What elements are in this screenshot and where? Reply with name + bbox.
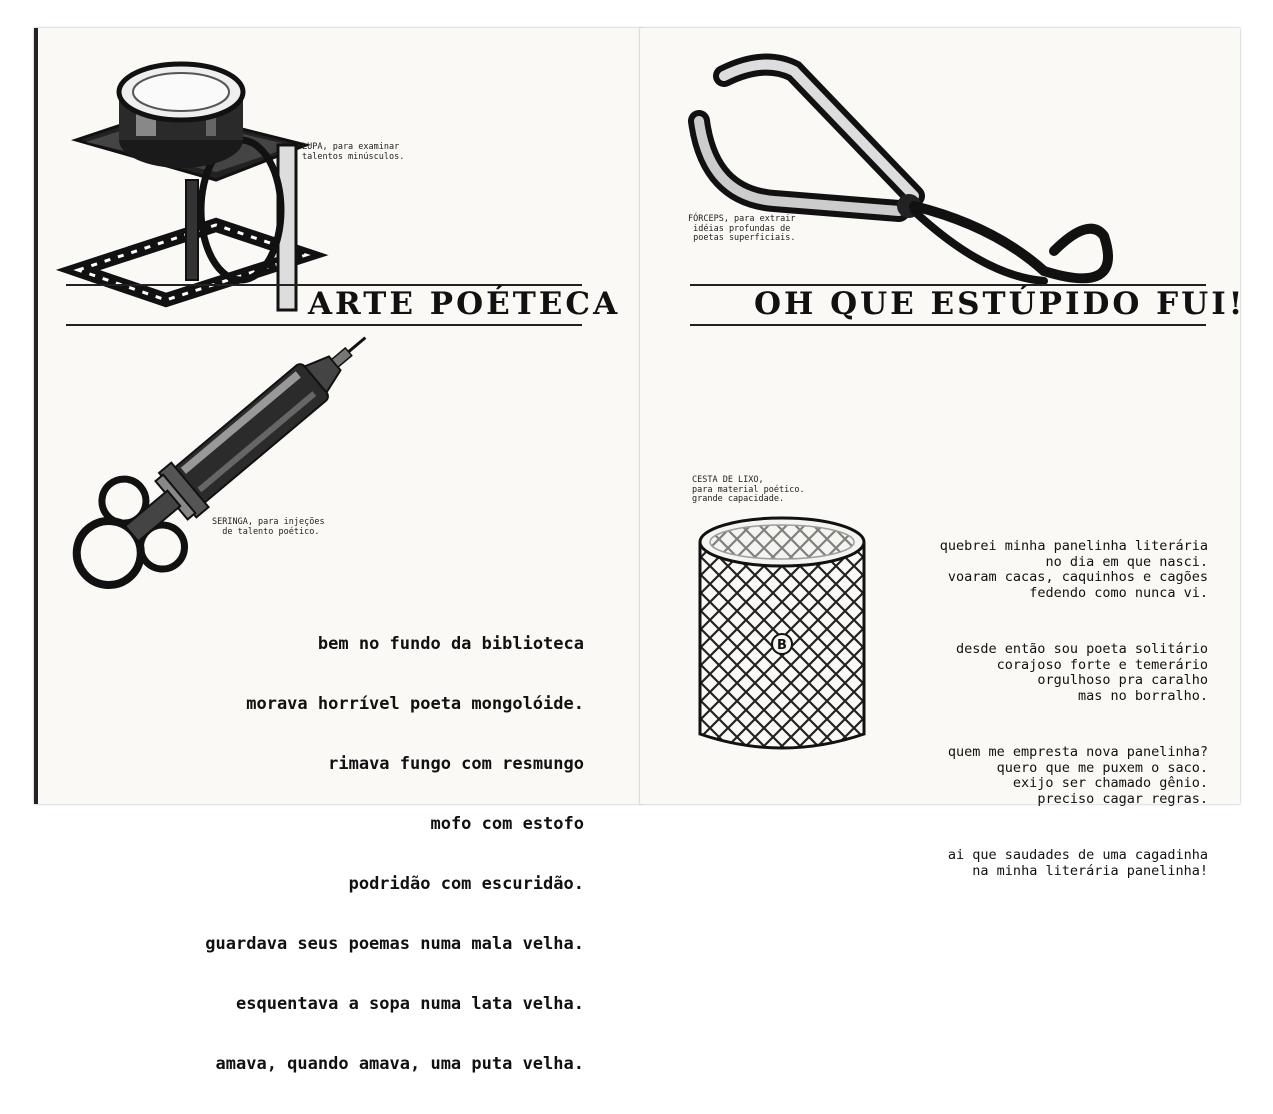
page-title-left: ARTE POÉTECA — [308, 286, 621, 322]
poem-line: podridão com escuridão. — [348, 874, 584, 894]
poem-line: mofo com estofo — [430, 814, 584, 834]
poem-line: esquentava a sopa numa lata velha. — [236, 994, 584, 1014]
forceps-illustration — [684, 46, 1124, 286]
poem-line: amava, quando amava, uma puta velha. — [215, 1054, 584, 1074]
cesta-caption: CESTA DE LIXO, para material poético. grande capacidade. — [692, 475, 805, 504]
lupa-caption: LUPA, para examinar talentos minúsculos. — [302, 142, 405, 162]
title-rule-bottom — [690, 324, 1206, 326]
basket-emblem: B — [777, 638, 787, 653]
poem-line: morava horrível poeta mongolóide. — [246, 694, 584, 714]
poem-stanza: desde então sou poeta solitário corajoso forte e temerário orgulhoso pra caralho mas no borralho. — [956, 641, 1208, 704]
syringe-illustration — [66, 328, 366, 598]
poem-line: guardava seus poemas numa mala velha. — [205, 934, 584, 954]
page-title-right: OH QUE ESTÚPIDO FUI! — [754, 286, 1246, 322]
title-rule-bottom — [66, 324, 582, 326]
wastebasket-illustration — [692, 512, 872, 756]
forceps-caption: FÓRCEPS, para extrair idéias profundas de poetas superficiais. — [688, 214, 796, 243]
seringa-caption: SERINGA, para injeções de talento poético. — [212, 517, 325, 537]
poem-stanza: ai que saudades de uma cagadinha na minha literária panelinha! — [947, 847, 1208, 879]
poem-right — [940, 508, 1208, 920]
poem-line: bem no fundo da biblioteca — [317, 634, 584, 654]
right-page — [640, 28, 1246, 879]
left-page — [34, 28, 642, 1074]
poem-line: rimava fungo com resmungo — [328, 754, 584, 774]
poem-left — [205, 594, 584, 1114]
poem-stanza: quem me empresta nova panelinha? quero que me puxem o saco. exijo ser chamado gênio. preciso cagar regras. — [947, 744, 1208, 807]
magnifier-illustration — [66, 50, 316, 290]
poem-stanza: quebrei minha panelinha literária no dia em que nasci. voaram cacas, caquinhos e cagões fedendo como nunca vi. — [939, 538, 1208, 601]
